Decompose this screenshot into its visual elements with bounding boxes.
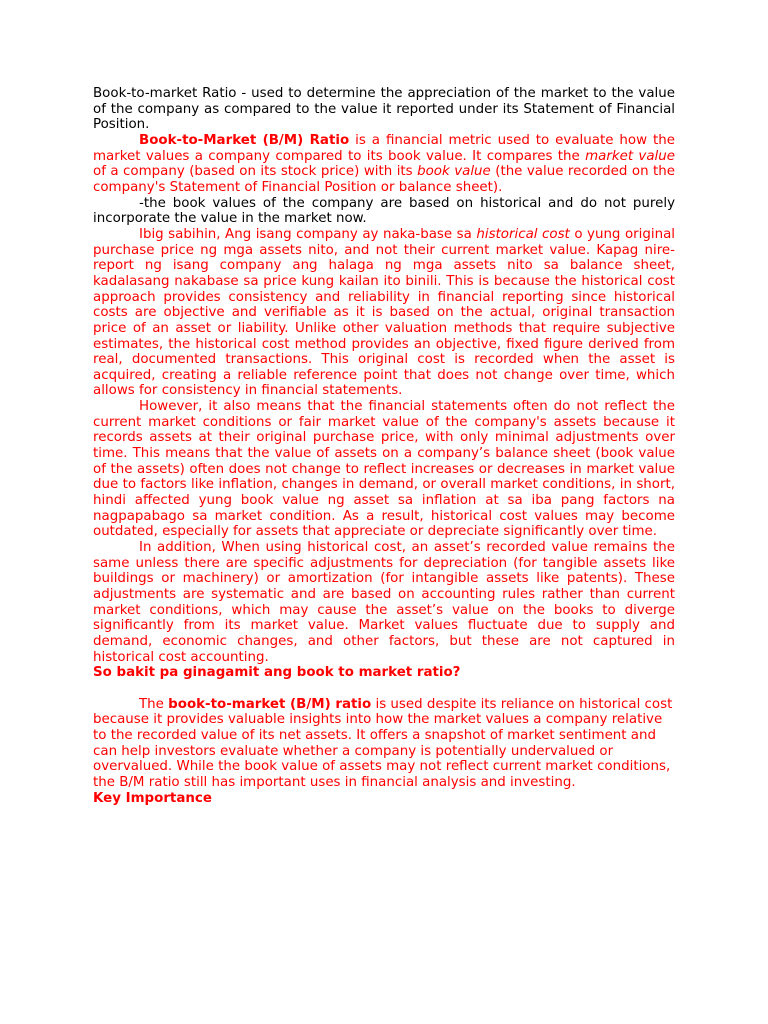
intro-paragraph: Book-to-market Ratio - used to determine the appreciation of the market to the value of the company as compared to the value it reported under its Statement of Financial Position. bbox=[93, 86, 675, 133]
market-value-term: market value bbox=[585, 148, 675, 164]
key-importance-heading: Key Importance bbox=[93, 790, 212, 806]
bm-ratio-term: Book-to-Market (B/M) Ratio bbox=[139, 132, 350, 148]
bm-ratio-term-lower: book-to-market (B/M) ratio bbox=[168, 696, 372, 712]
book-value-term: book value bbox=[417, 164, 491, 180]
book-values-note-paragraph: -the book values of the company are based on historical and do not purely incorporate the value in the market now. bbox=[93, 195, 675, 227]
document-page bbox=[93, 86, 675, 806]
historical-cost-paragraph: Ibig sabihin, Ang isang company ay naka-base sa historical cost o yung original purchase price ng mga assets nito, and not their current market value. Kapag nire-report ng isang company ang halaga ng mga assets nito sa balance sheet, kadalasang nakabase sa price kung kailan ito binili. This is because the historical cost approach provides consistency and reliability in financial reporting since historical costs are objective and verifiable as it is based on the actual, original transaction price of an asset or liability. Unlike other valuation methods that require subjective estimates, the historical cost method provides an objective, fixed figure derived from real, documented transactions. This original cost is recorded when the asset is acquired, creating a reliable reference point that does not change over time, which allows for consistency in financial statements. bbox=[93, 226, 675, 399]
adjustments-paragraph: In addition, When using historical cost, an asset’s recorded value remains the same unless there are specific adjustments for depreciation (for tangible assets like buildings or machinery) or amortization (for intangible assets like patents). These adjustments are systematic and are based on accounting rules rather than current market conditions, which may cause the asset’s value on the books to diverge significantly from its market value. Market values fluctuate due to supply and demand, economic changes, and other factors, but these are not captured in historical cost accounting. bbox=[93, 540, 675, 665]
historical-cost-term: historical cost bbox=[476, 226, 570, 242]
why-use-heading: So bakit pa ginagamit ang book to market ratio? bbox=[93, 665, 461, 681]
bm-ratio-usage-paragraph: The book-to-market (B/M) ratio is used despite its reliance on historical cost because it provides valuable insights into how the market values a company relative to the recorded value of its net assets. It offers a snapshot of market sentiment and can help investors evaluate whether a company is potentially undervalued or overvalued. While the book value of assets may not reflect current market conditions, the B/M ratio still has important uses in financial analysis and investing. bbox=[93, 696, 673, 790]
bm-ratio-definition-paragraph: Book-to-Market (B/M) Ratio is a financial metric used to evaluate how the market values a company compared to its book value. It compares the market value of a company (based on its stock price) with its book value (the value recorded on the company's Statement of Financial Position or balance sheet). bbox=[93, 132, 675, 195]
market-conditions-paragraph: However, it also means that the financial statements often do not reflect the current market conditions or fair market value of the company's assets because it records assets at their original purchase price, with only minimal adjustments over time. This means that the value of assets on a company’s balance sheet (book value of the assets) often does not change to reflect increases or decreases in market value due to factors like inflation, changes in demand, or overall market conditions, in short, hindi affected yung book value ng asset sa inflation at sa iba pang factors na nagpapabago sa market condition. As a result, historical cost values may become outdated, especially for assets that appreciate or depreciate significantly over time. bbox=[93, 399, 675, 540]
